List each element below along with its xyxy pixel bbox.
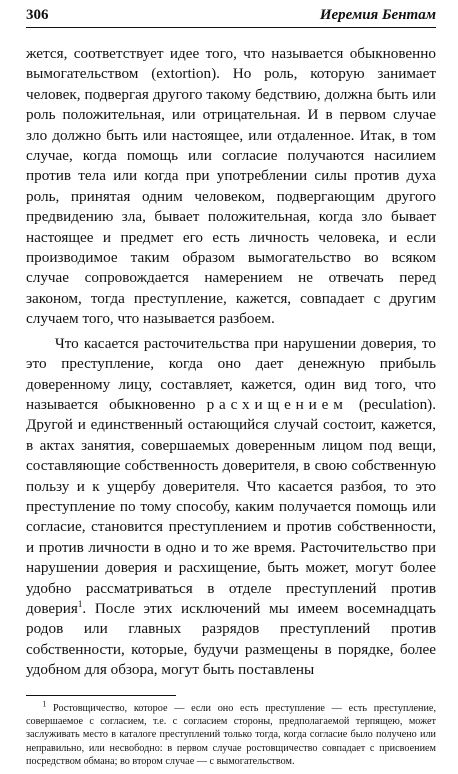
footnote-divider — [26, 695, 176, 696]
paragraph-2-part-a: Что касается расточительства при нарушении доверия, то это преступление, когда оно дает денежную прибыль доверенному лицу, составляет, кажется, один вид того, что называется обыкновенно — [26, 334, 436, 413]
paragraph-1: жется, соответствует идее того, что называется обыкновенно вымогательством (extortion). Но роль, которую занимает человек, подвергая другого такому бедствию, должна быть или роль положительная, или отрицательная. И в первом случае зло должно быть или настоящее, или отдаленное. Итак, в том случае, когда помощь или согласие получаются насилием против тела или когда при употреблении силы против духа роль, принятая одним человеком, подвергающим другого предвидению зла, бывает положительная, когда зло бывает настоящее и предмет его есть личность человека, и если производимое таким образом вымогательство во всяком случае сопровождается намерением не отвечать перед законом, тогда преступление, кажется, совпадает с другим случаем того, что называется разбоем. — [26, 45, 436, 328]
page-number: 306 — [26, 7, 49, 23]
footnote-text: Ростовщичество, которое — если оно есть преступление — есть преступление, совершаемое с согласием, т.е. с согласием стороны, предполагаемой терпящею, может заслуживать место в каталоге преступлений только тогда, когда согласие было получено или неправильно, или несвободно: в первом случае ростовщичество совпадает с присвоением посредством обмана; во втором случае — с вымогательством. — [26, 702, 436, 768]
paragraph-2-part-c: . После этих исключений мы имеем восемнадцать родов или главных разрядов преступлений против собственности, которые, будучи размещены в порядке, более удобном для обзора, могут быть поставлены — [26, 599, 436, 679]
footnote-marker: 1 — [42, 699, 47, 709]
body-text — [26, 44, 436, 681]
paragraph-2 — [26, 334, 436, 681]
running-title: Иеремия Бентам — [319, 7, 436, 23]
footnote — [26, 699, 436, 769]
footnote-reference[interactable]: 1 — [77, 598, 83, 609]
spaced-term: расхищением — [206, 395, 348, 413]
running-head — [26, 6, 436, 28]
paragraph-2-part-b: (peculation). Другой и единственный остающийся случай состоит, кажется, в актах занятия, совершаемых доверенным лицом под вещи, составляющие собственность доверителя, в свою собственную пользу и к ущербу доверителя. Что касается разбоя, то это преступление по тому способу, каким получается помощь или согласие, становится преступлением и против собственности, и против личности в одно и то же время. Расточительство при нарушении доверия и расхищение, быть может, могут более удобно рассматриваться в отделе преступлений против доверия — [26, 395, 437, 617]
